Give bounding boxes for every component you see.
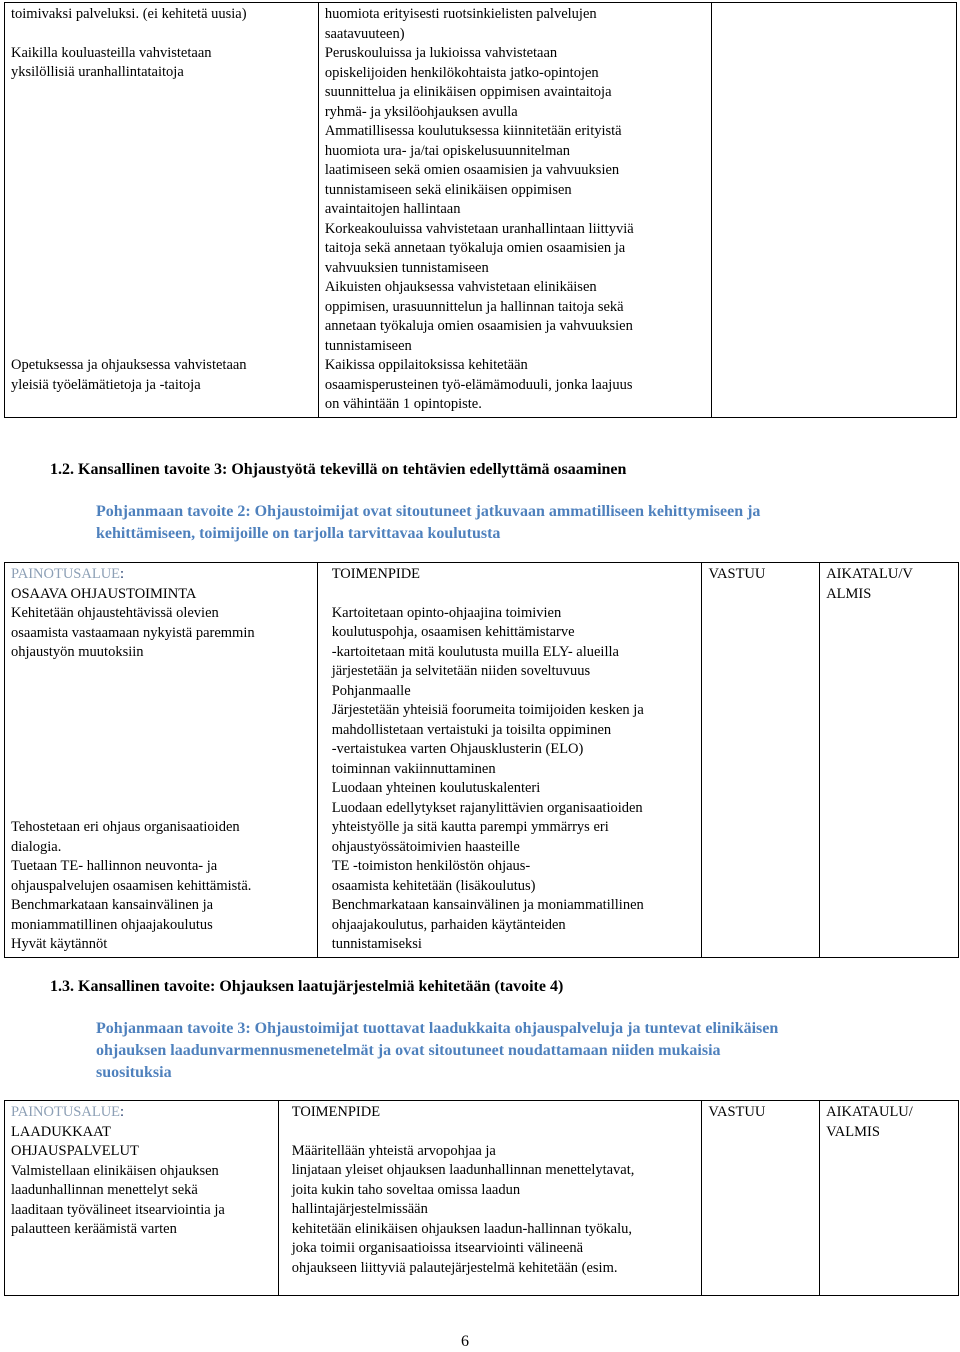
table1-middle-line: Kaikissa oppilaitoksissa kehitetään: [324, 357, 528, 373]
painotusalue-colon: :: [120, 566, 125, 582]
toimenpide-line: yhteistyölle ja sitä kautta parempi ymmärrys eri: [331, 819, 609, 835]
left-line: Tuetaan TE- hallinnon neuvonta- ja: [11, 858, 218, 874]
left-line: laadunhallinnan menettelyt sekä: [11, 1182, 198, 1198]
toimenpide-line: ohjaajakoulutus, parhaiden käytänteiden: [331, 916, 566, 933]
aikataulu-header: AIKATALU/V: [826, 566, 913, 582]
table1-middle-line: avaintaitojen hallintaan: [324, 201, 461, 217]
table1-middle-line: annetaan työkaluja omien osaamisien ja vahvuuksien: [324, 318, 633, 334]
left-line: Tehostetaan eri ohjaus organisaatioiden: [11, 819, 240, 835]
subheading-line: Pohjanmaan tavoite 3: Ohjaustoimijat tuottavat laadukkaita ohjauspalveluja ja tuntevat elinikäisen: [96, 1020, 779, 1037]
page-number: 6: [461, 1333, 469, 1350]
table1-middle-line: osaamisperusteinen työ-elämämoduuli, jonka laajuus: [324, 376, 633, 393]
toimenpide-line: Benchmarkataan kansainvälinen ja moniammatillinen: [331, 897, 644, 913]
toimenpide-line: linjataan yleiset ohjauksen laadunhallinnan menettelytavat,: [291, 1162, 635, 1178]
left-line: Kehitetään ohjaustehtävissä olevien: [11, 605, 219, 621]
toimenpide-line: mahdollistetaan vertaistuki ja toisilta oppiminen: [331, 721, 612, 738]
painotusalue-colon: :: [120, 1104, 125, 1120]
toimenpide-line: joka toimii organisaatioissa itsearviointi välineenä: [291, 1240, 584, 1256]
toimenpide-header: TOIMENPIDE: [291, 1104, 381, 1120]
table1-middle-line: huomiota erityisesti ruotsinkielisten palvelujen: [324, 6, 597, 22]
continuation-table: [4, 2, 957, 418]
subheading-line: kehittämiseen, toimijoille on tarjolla tarvittavaa koulutusta: [96, 525, 501, 542]
table1-middle-line: Ammatillisessa koulutuksessa kiinnitetään erityistä: [324, 123, 622, 139]
left-line: ohjauspalvelujen osaamisen kehittämistä.: [11, 877, 252, 894]
vastuu-cell: [702, 563, 820, 958]
painotusalue-name: OSAAVA OHJAUSTOIMINTA: [11, 585, 197, 602]
aikataulu-header: ALMIS: [826, 585, 872, 602]
table1-middle-line: huomiota ura- ja/tai opiskelusuunnitelman: [324, 142, 571, 159]
toimenpide-line: Luodaan yhteinen koulutuskalenteri: [331, 780, 541, 796]
painotusalue-label: [11, 1103, 272, 1123]
toimenpide-line: Määritellään yhteistä arvopohjaa ja: [291, 1142, 496, 1159]
table1-left-line: Kaikilla kouluasteilla vahvistetaan: [11, 44, 212, 61]
left-line: osaamista vastaamaan nykyistä paremmin: [11, 624, 255, 641]
table1-middle-line: tunnistamiseen: [324, 337, 412, 354]
toimenpide-line: ohjaustyössätoimivien haasteille: [331, 838, 520, 855]
toimenpide-line: Pohjanmaalle: [331, 682, 411, 699]
left-line: ohjaustyön muutoksiin: [11, 644, 144, 660]
table1-middle-line: opiskelijoiden henkilökohtaista jatko-opintojen: [324, 64, 599, 81]
table1-middle-cell: [318, 3, 711, 418]
table1-middle-line: tunnistamiseen sekä elinikäisen oppimisen: [324, 181, 572, 198]
table1-middle-line: saatavuuteen): [324, 25, 405, 42]
toimenpide-line: kehitetään elinikäisen ohjauksen laadun-hallinnan työkalu,: [291, 1220, 632, 1237]
subheading-line: suosituksia: [96, 1064, 172, 1081]
painotusalue-label-text: PAINOTUSALUE: [11, 566, 121, 582]
table1-left-cell: [5, 3, 319, 418]
table1-middle-line: taitoja sekä annetaan työkaluja omien osaamisien ja: [324, 240, 626, 256]
action-table-laadukkaat: [4, 1100, 959, 1296]
toimenpide-line: TE -toimiston henkilöstön ohjaus-: [331, 858, 531, 874]
toimenpide-line: hallintajärjestelmissään: [291, 1201, 428, 1217]
left-line: Valmistellaan elinikäisen ohjauksen: [11, 1162, 219, 1179]
table1-middle-line: vahvuuksien tunnistamiseen: [324, 259, 489, 276]
toimenpide-line: tunnistamiseksi: [331, 936, 422, 952]
table1-middle-line: Aikuisten ohjauksessa vahvistetaan elinikäisen: [324, 279, 597, 295]
toimenpide-line: -kartoitetaan mitä koulutusta muilla ELY- alueilla: [331, 643, 619, 660]
left-line: moniammatillinen ohjaajakoulutus: [11, 916, 213, 933]
toimenpide-line: Kartoitetaan opinto-ohjaajina toimivien: [331, 604, 562, 621]
table1-middle-line: on vähintään 1 opintopiste.: [324, 396, 482, 412]
table1-middle-line: Peruskouluissa ja lukioissa vahvistetaan: [324, 45, 558, 61]
aikataulu-cell: [820, 1101, 959, 1296]
vastuu-header: VASTUU: [708, 1104, 766, 1120]
left-line: Hyvät käytännöt: [11, 936, 108, 952]
section-1-3-subheading: [96, 1018, 778, 1084]
table1-middle-line: Korkeakouluissa vahvistetaan uranhallintaan liittyviä: [324, 220, 634, 237]
table1-middle-line: ryhmä- ja yksilöohjauksen avulla: [324, 103, 518, 120]
toimenpide-line: osaamista kehitetään (lisäkoulutus): [331, 877, 536, 894]
toimenpide-line: koulutuspohja, osaamisen kehittämistarve: [331, 624, 575, 640]
aikataulu-cell: [820, 563, 959, 958]
table1-left-line: toimivaksi palveluksi. (ei kehitetä uusia): [11, 6, 247, 22]
toimenpide-line: toiminnan vakiinnuttaminen: [331, 760, 496, 777]
section-1-2-subheading: [96, 501, 760, 545]
toimenpide-line: joita kukin taho soveltaa omissa laadun: [291, 1181, 521, 1198]
painotusalue-cell: [5, 1101, 279, 1296]
left-line: palautteen keräämistä varten: [11, 1221, 177, 1237]
vastuu-header: VASTUU: [708, 566, 766, 582]
table1-left-line: Opetuksessa ja ohjauksessa vahvistetaan: [11, 357, 247, 373]
subheading-line: ohjauksen laadunvarmennusmenetelmät ja ovat sitoutuneet noudattamaan niiden mukaisia: [96, 1042, 721, 1059]
section-1-2-heading: 1.2. Kansallinen tavoite 3: Ohjaustyötä tekevillä on tehtävien edellyttämä osaaminen: [50, 461, 627, 478]
left-line: Benchmarkataan kansainvälinen ja: [11, 897, 214, 913]
vastuu-cell: [702, 1101, 820, 1296]
painotusalue-cell: [5, 563, 318, 958]
left-line: laaditaan työvälineet itsearviointia ja: [11, 1201, 225, 1218]
toimenpide-line: Luodaan edellytykset rajanylittävien organisaatioiden: [331, 799, 643, 816]
table1-left-line: yksilöllisiä uranhallintataitoja: [11, 64, 184, 80]
toimenpide-cell: [317, 563, 702, 958]
table1-middle-line: oppimisen, urasuunnittelun ja hallinnan taitoja sekä: [324, 298, 624, 315]
painotusalue-label: [11, 565, 311, 585]
subheading-line: Pohjanmaan tavoite 2: Ohjaustoimijat ovat sitoutuneet jatkuvaan ammatilliseen kehittymiseen ja: [96, 503, 761, 520]
aikataulu-header: VALMIS: [826, 1123, 880, 1140]
table1-middle-line: laatimiseen sekä omien osaamisien ja vahvuuksien: [324, 162, 620, 178]
aikataulu-header: AIKATAULU/: [826, 1104, 913, 1120]
toimenpide-line: järjestetään ja selvitetään niiden soveltuvuus: [331, 663, 591, 679]
toimenpide-cell: [278, 1101, 702, 1296]
painotusalue-name: LAADUKKAAT: [11, 1123, 111, 1140]
toimenpide-line: Järjestetään yhteisiä foorumeita toimijoiden kesken ja: [331, 702, 644, 718]
toimenpide-line: -vertaistukea varten Ohjausklusterin (ELO): [331, 741, 584, 757]
painotusalue-name: OHJAUSPALVELUT: [11, 1143, 139, 1159]
table1-middle-line: suunnittelua ja elinikäisen oppimisen avaintaitoja: [324, 84, 612, 100]
table1-right-cell: [711, 3, 956, 418]
painotusalue-label-text: PAINOTUSALUE: [11, 1104, 121, 1120]
toimenpide-line: ohjaukseen liittyviä palautejärjestelmä kehitetään (esim.: [291, 1259, 618, 1276]
table1-left-line: yleisiä työelämätietoja ja -taitoja: [11, 376, 201, 393]
section-1-3-heading: 1.3. Kansallinen tavoite: Ohjauksen laatujärjestelmiä kehitetään (tavoite 4): [50, 978, 564, 995]
toimenpide-header: TOIMENPIDE: [331, 566, 421, 582]
action-table-osaava: [4, 562, 959, 958]
left-line: dialogia.: [11, 838, 62, 855]
